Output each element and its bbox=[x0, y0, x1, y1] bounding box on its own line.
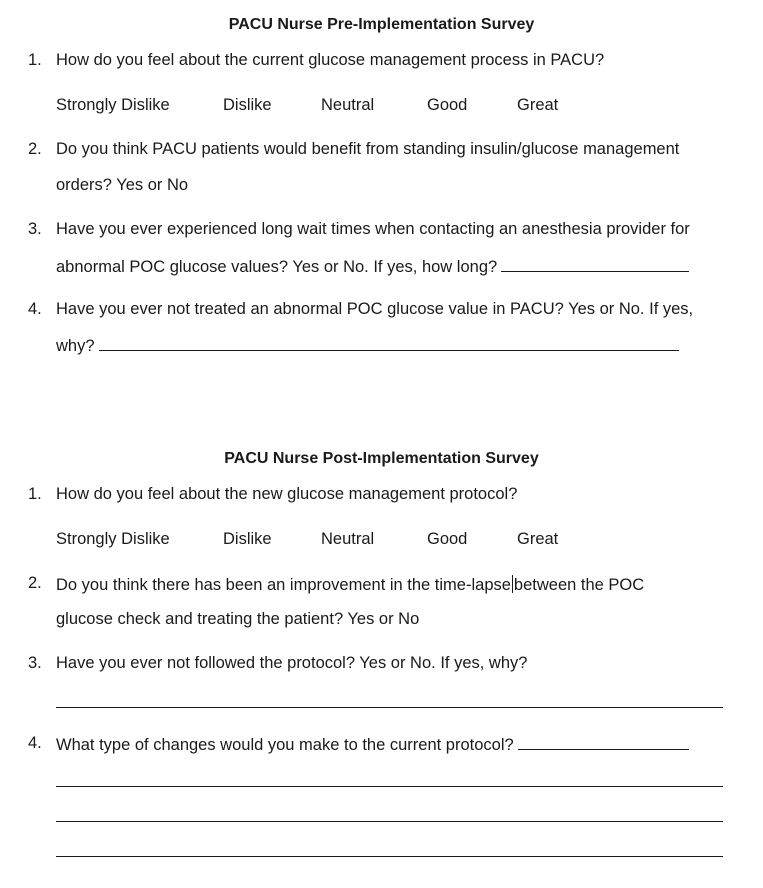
post-q1-number: 1. bbox=[28, 485, 42, 503]
pre-q4-line2-wrapper bbox=[56, 336, 679, 355]
post-q4-answer-blank[interactable] bbox=[518, 735, 689, 750]
pre-q3-number: 3. bbox=[28, 220, 42, 238]
post-q4-number: 4. bbox=[28, 734, 42, 752]
post-q1-text: How do you feel about the new glucose management protocol? bbox=[56, 485, 518, 503]
post-q1-option-good: Good bbox=[427, 530, 468, 548]
post-q2-line1-part-a: Do you think there has been an improvement in the time-lapse bbox=[56, 576, 511, 594]
post-survey-title: PACU Nurse Post-Implementation Survey bbox=[224, 450, 539, 467]
pre-survey-title: PACU Nurse Pre-Implementation Survey bbox=[228, 16, 535, 33]
post-q4-answer-line-2[interactable] bbox=[56, 821, 723, 822]
pre-q4-line2: why? bbox=[56, 337, 95, 355]
post-q3-number: 3. bbox=[28, 654, 42, 672]
post-q4-answer-line-3[interactable] bbox=[56, 856, 723, 857]
post-q1-option-neutral: Neutral bbox=[321, 530, 375, 548]
pre-q2-line2: orders? Yes or No bbox=[56, 176, 189, 194]
post-q2-number: 2. bbox=[28, 574, 42, 592]
pre-q3-line1: Have you ever experienced long wait times when contacting an anesthesia provider for bbox=[56, 220, 690, 238]
pre-q1-number: 1. bbox=[28, 51, 42, 69]
pre-q4-line1: Have you ever not treated an abnormal POC glucose value in PACU? Yes or No. If yes, bbox=[56, 300, 694, 318]
post-q2-line2: glucose check and treating the patient? Yes or No bbox=[56, 610, 420, 628]
post-q4-text: What type of changes would you make to the current protocol? bbox=[56, 736, 514, 754]
pre-q2-number: 2. bbox=[28, 140, 42, 158]
pre-q1-option-good: Good bbox=[427, 96, 468, 114]
pre-q3-line2: abnormal POC glucose values? Yes or No. If yes, how long? bbox=[56, 258, 498, 276]
post-q4-answer-line-1[interactable] bbox=[56, 786, 723, 787]
post-q1-option-strongly-dislike: Strongly Dislike bbox=[56, 530, 170, 548]
pre-q1-option-strongly-dislike: Strongly Dislike bbox=[56, 96, 170, 114]
text-cursor bbox=[512, 575, 513, 593]
pre-q4-number: 4. bbox=[28, 300, 42, 318]
pre-q2-line1: Do you think PACU patients would benefit from standing insulin/glucose management bbox=[56, 140, 680, 158]
post-q1-option-dislike: Dislike bbox=[223, 530, 272, 548]
pre-q1-text: How do you feel about the current glucose management process in PACU? bbox=[56, 51, 605, 69]
pre-q1-option-dislike: Dislike bbox=[223, 96, 272, 114]
post-q2-line1-wrapper bbox=[56, 575, 644, 594]
post-q4-line-wrapper bbox=[56, 735, 689, 754]
pre-q3-answer-blank[interactable] bbox=[501, 257, 689, 272]
post-q3-text: Have you ever not followed the protocol? Yes or No. If yes, why? bbox=[56, 654, 528, 672]
pre-q1-option-great: Great bbox=[517, 96, 559, 114]
post-q3-answer-line[interactable] bbox=[56, 707, 723, 708]
pre-q1-option-neutral: Neutral bbox=[321, 96, 375, 114]
pre-q4-answer-blank[interactable] bbox=[99, 336, 679, 351]
post-q1-option-great: Great bbox=[517, 530, 559, 548]
post-q2-line1-part-b: between the POC bbox=[513, 576, 645, 594]
pre-q3-line2-wrapper bbox=[56, 257, 689, 276]
